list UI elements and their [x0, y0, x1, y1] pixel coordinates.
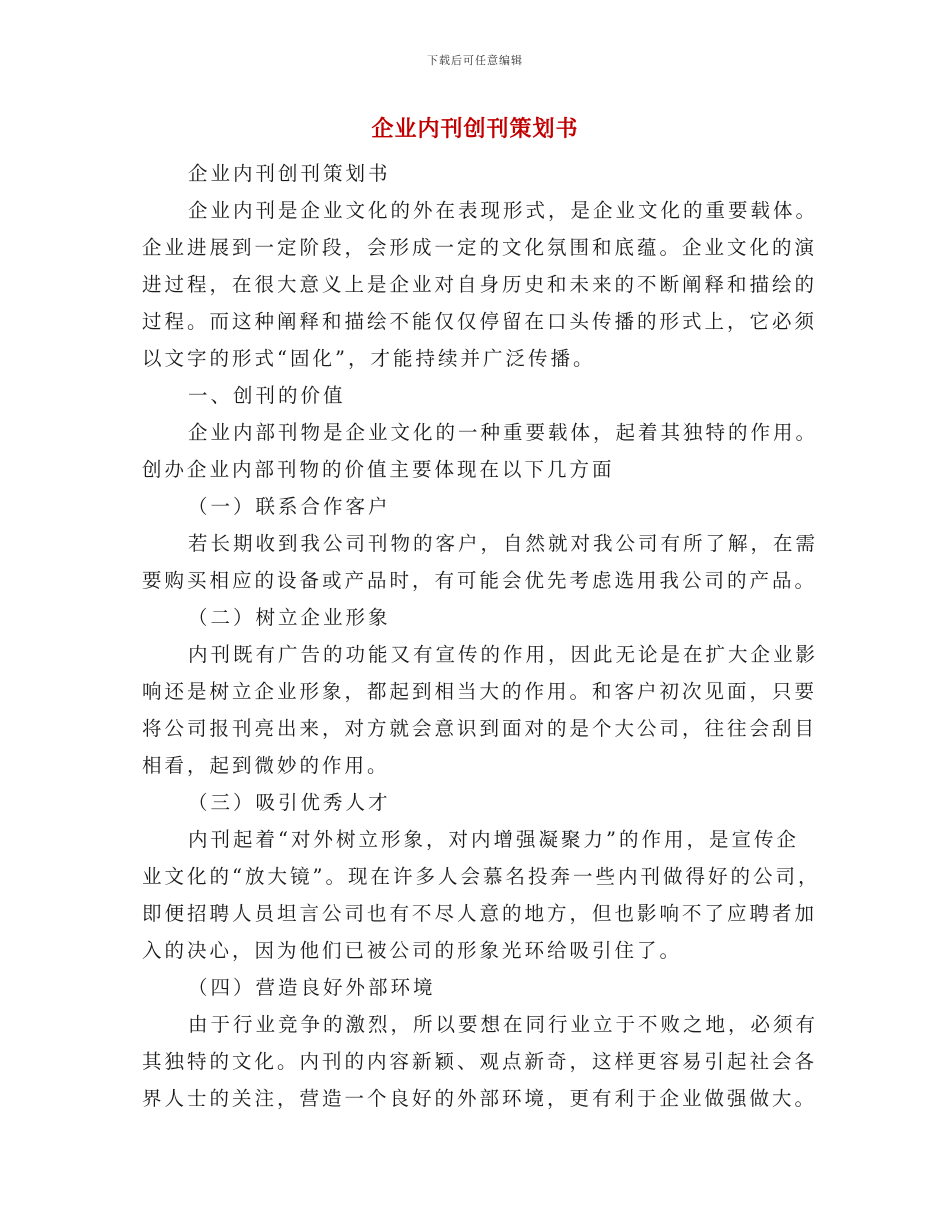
- paragraph: [142, 525, 819, 599]
- text-line: 若长期收到我公司刊物的客户，自然就对我公司有所了解，在需: [188, 532, 819, 555]
- text-line: 业文化的“放大镜”。现在许多人会慕名投奔一些内刊做得好的公司，: [142, 865, 821, 888]
- document-title: 企业内刊创刊策划书: [371, 116, 579, 142]
- text-line: 响还是树立企业形象，都起到相当大的作用。和客户初次见面，只要: [142, 680, 818, 703]
- text-line: 要购买相应的设备或产品时，有可能会优先考虑选用我公司的产品。: [142, 569, 818, 592]
- text-line: 创办企业内部刊物的价值主要体现在以下几方面: [142, 458, 615, 481]
- text-line: 以文字的形式“固化”，才能持续并广泛传播。: [142, 347, 596, 370]
- text-line: 相看，起到微妙的作用。: [142, 754, 390, 777]
- text-line: 其独特的文化。内刊的内容新颖、观点新奇，这样更容易引起社会各: [142, 1050, 818, 1073]
- paragraph: [142, 414, 819, 488]
- text-line: 企业内刊是企业文化的外在表现形式，是企业文化的重要载体。: [188, 199, 819, 222]
- text-line: 入的决心，因为他们已被公司的形象光环给吸引住了。: [142, 939, 683, 962]
- text-line: 即便招聘人员坦言公司也有不尽人意的地方，但也影响不了应聘者加: [142, 902, 818, 925]
- text-line: 过程。而这种阐释和描绘不能仅仅停留在口头传播的形式上，它必须: [142, 310, 818, 333]
- subsection-heading: [142, 969, 807, 1006]
- text-line: 内刊起着“对外树立形象，对内增强凝聚力”的作用，是宣传企: [188, 828, 799, 851]
- paragraph: [142, 636, 819, 784]
- text-line: 一、创刊的价值: [188, 384, 346, 407]
- subsection-heading: [142, 488, 807, 525]
- paragraph: [142, 1006, 819, 1117]
- text-line: 内刊既有广告的功能又有宣传的作用，因此无论是在扩大企业影: [188, 643, 819, 666]
- subsection-heading: [142, 784, 807, 821]
- text-line: 企业内刊创刊策划书: [188, 162, 391, 185]
- text-line: 企业进展到一定阶段，会形成一定的文化氛围和底蕴。企业文化的演: [142, 236, 818, 259]
- text-line: 界人士的关注，营造一个良好的外部环境，更有利于企业做强做大。: [142, 1087, 818, 1110]
- text-line: 由于行业竞争的激烈，所以要想在同行业立于不败之地，必须有: [188, 1013, 819, 1036]
- text-line: （四）营造良好外部环境: [188, 976, 436, 999]
- text-line: 企业内部刊物是企业文化的一种重要载体，起着其独特的作用。: [188, 421, 819, 444]
- text-line: 进过程，在很大意义上是企业对自身历史和未来的不断阐释和描绘的: [142, 273, 818, 296]
- paragraph: [142, 155, 807, 192]
- document-body: [142, 155, 821, 1117]
- paragraph: [142, 192, 819, 377]
- text-line: （一）联系合作客户: [188, 495, 391, 518]
- subsection-heading: [142, 599, 807, 636]
- text-line: （二）树立企业形象: [188, 606, 391, 629]
- paragraph: [142, 821, 821, 969]
- text-line: 将公司报刊亮出来，对方就会意识到面对的是个大公司，往往会刮目: [142, 717, 818, 740]
- header-note: 下载后可任意编辑: [427, 54, 523, 67]
- text-line: （三）吸引优秀人才: [188, 791, 391, 814]
- section-heading: [142, 377, 807, 414]
